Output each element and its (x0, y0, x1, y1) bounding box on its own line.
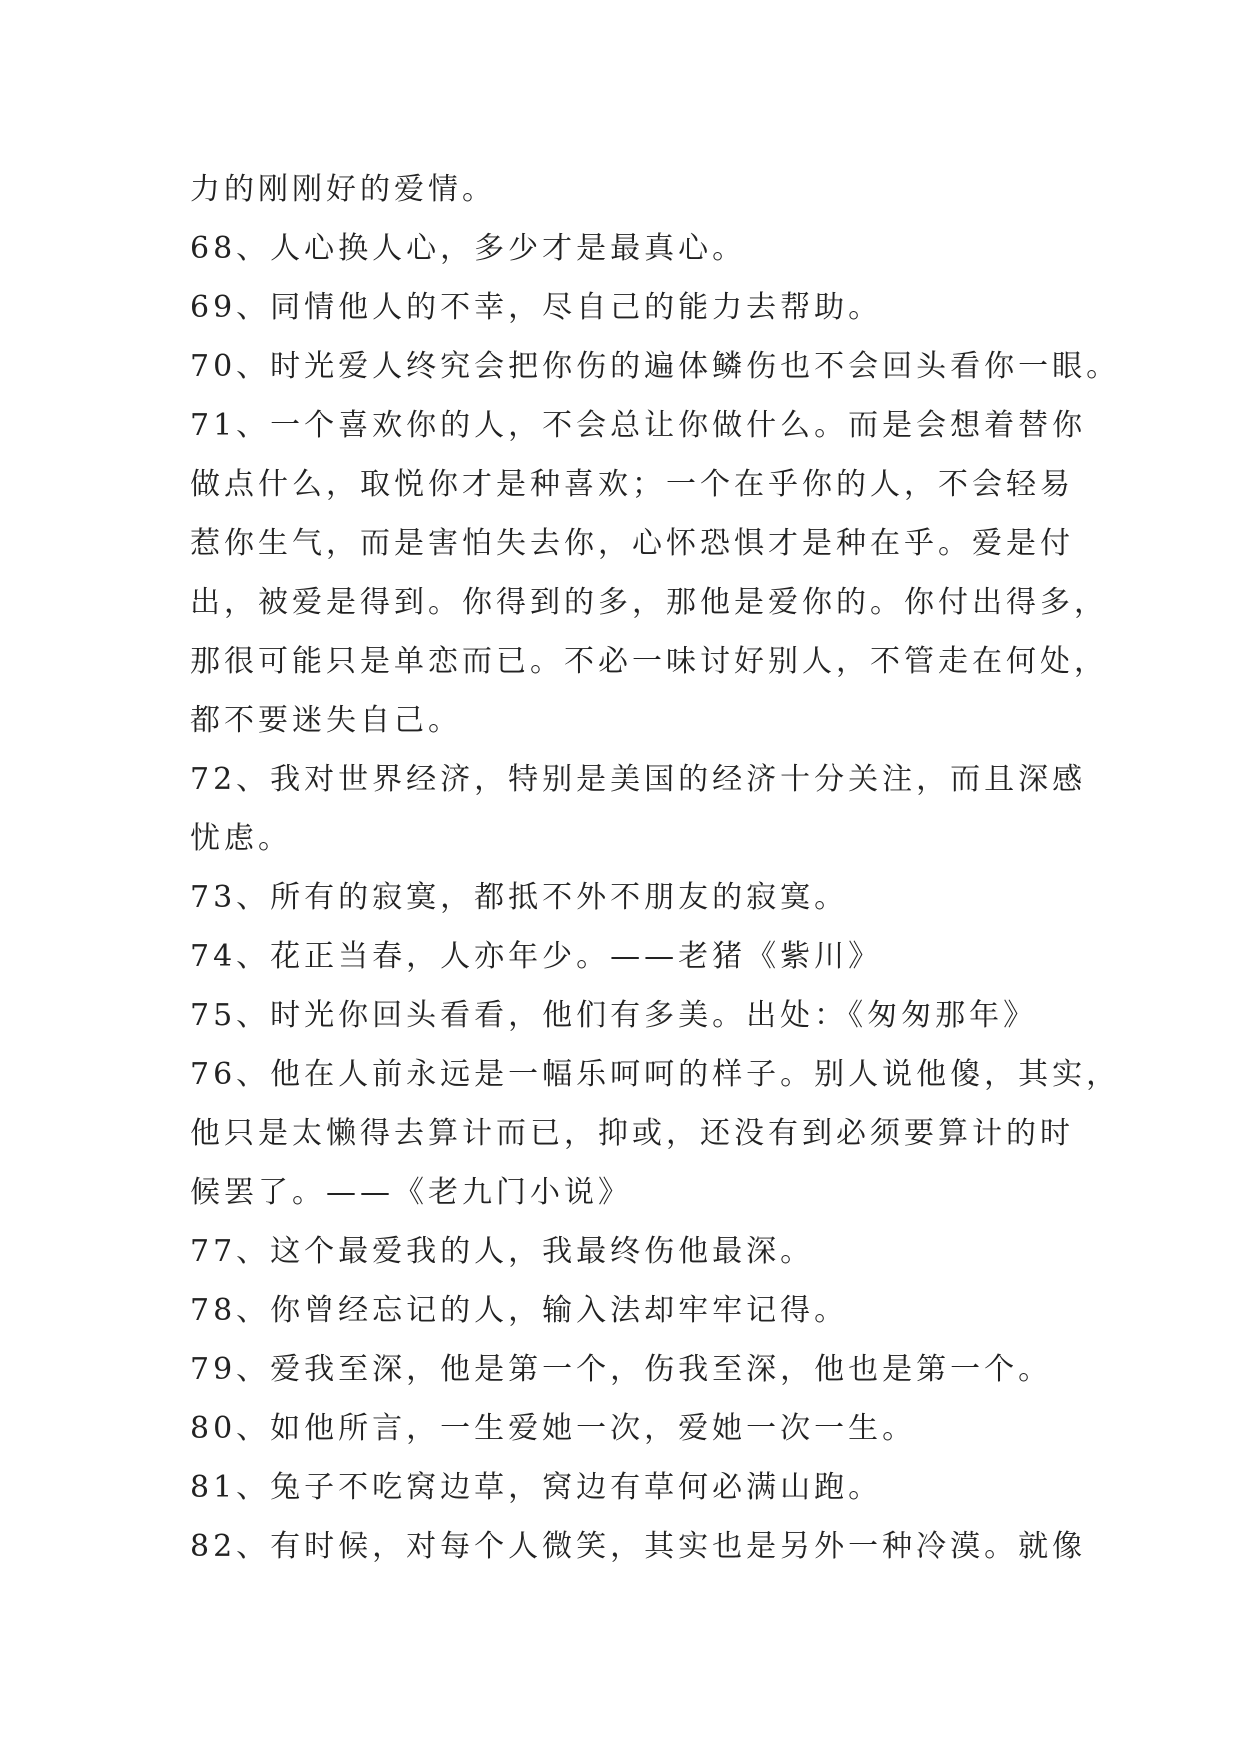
text-line: 都不要迷失自己。 (190, 703, 462, 738)
text-line: 70、时光爱人终究会把你伤的遍体鳞伤也不会回头看你一眼。 (190, 349, 1121, 384)
text-line: 73、所有的寂寞，都抵不外不朋友的寂寞。 (190, 880, 849, 915)
text-line: 做点什么，取悦你才是种喜欢；一个在乎你的人，不会轻易 (190, 467, 1074, 502)
text-line: 出，被爱是得到。你得到的多，那他是爱你的。你付出得多， (190, 585, 1108, 620)
text-line: 那很可能只是单恋而已。不必一味讨好别人，不管走在何处， (190, 644, 1108, 679)
text-line: 82、有时候，对每个人微笑，其实也是另外一种冷漠。就像 (190, 1529, 1087, 1564)
text-line: 力的刚刚好的爱情。 (190, 172, 496, 207)
text-line: 69、同情他人的不幸，尽自己的能力去帮助。 (190, 290, 883, 325)
text-line: 惹你生气，而是害怕失去你，心怀恐惧才是种在乎。爱是付 (190, 526, 1074, 561)
text-line: 71、一个喜欢你的人，不会总让你做什么。而是会想着替你 (190, 408, 1087, 443)
text-line: 81、兔子不吃窝边草，窝边有草何必满山跑。 (190, 1470, 883, 1505)
text-line: 忧虑。 (190, 821, 292, 856)
text-line: 79、爱我至深，他是第一个，伤我至深，他也是第一个。 (190, 1352, 1053, 1387)
text-line: 68、人心换人心，多少才是最真心。 (190, 231, 747, 266)
text-line: 74、花正当春，人亦年少。——老猪《紫川》 (190, 939, 883, 974)
text-line: 78、你曾经忘记的人，输入法却牢牢记得。 (190, 1293, 849, 1328)
document-body (190, 160, 1121, 1576)
text-line: 80、如他所言，一生爱她一次，爱她一次一生。 (190, 1411, 917, 1446)
text-line: 76、他在人前永远是一幅乐呵呵的样子。别人说他傻，其实， (190, 1057, 1121, 1092)
text-line: 他只是太懒得去算计而已，抑或，还没有到必须要算计的时 (190, 1116, 1074, 1151)
text-line: 77、这个最爱我的人，我最终伤他最深。 (190, 1234, 815, 1269)
text-line: 72、我对世界经济，特别是美国的经济十分关注，而且深感 (190, 762, 1087, 797)
text-line: 75、时光你回头看看，他们有多美。出处：《匆匆那年》 (190, 998, 1038, 1033)
text-line: 候罢了。——《老九门小说》 (190, 1175, 632, 1210)
